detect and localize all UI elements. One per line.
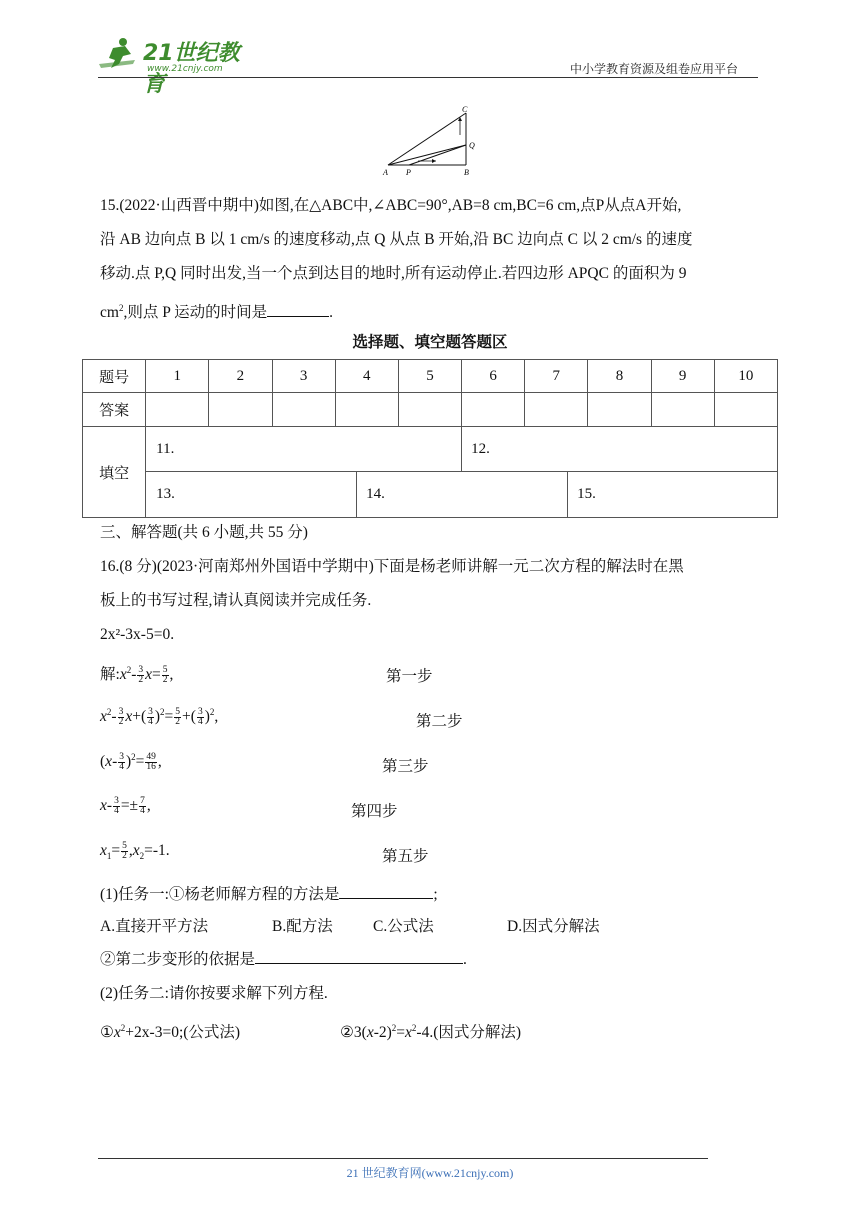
task1-end: ; (433, 886, 438, 903)
q16-equation: 2x²-3x-5=0. (100, 626, 175, 643)
q15-line2: 沿 AB 边向点 B 以 1 cm/s 的速度移动,点 Q 从点 B 开始,沿 BC 边向点 C 以 2 cm/s 的速度 (100, 231, 693, 248)
answer-table (82, 359, 778, 518)
header-divider (98, 77, 758, 78)
q15-line4-text: ,则点 P 运动的时间是 (123, 304, 268, 322)
task1-line (100, 883, 438, 907)
answer-cell[interactable] (272, 393, 335, 427)
label-tiankong: 填空 (83, 427, 146, 518)
step3-math: (x- $\frac{3}{4}$ )$^2$= $\frac{49}{16}$ , (100, 752, 162, 773)
answer-cell[interactable] (588, 393, 651, 427)
num-cell: 7 (525, 360, 588, 393)
task1b-answer-blank[interactable] (255, 949, 463, 964)
answer-cell[interactable] (335, 393, 398, 427)
num-cell: 1 (146, 360, 209, 393)
task1b-text: ②第二步变形的依据是 (100, 951, 256, 968)
q16-line2: 板上的书写过程,请认真阅读并完成任务. (100, 592, 372, 609)
num-cell: 2 (209, 360, 272, 393)
q16-line1: 16.(8 分)(2023·河南郑州外国语中学期中)下面是杨老师讲解一元二次方程的解法时在黑 (100, 558, 684, 575)
triangle-figure (380, 105, 480, 177)
num-cell: 8 (588, 360, 651, 393)
fill-item-12[interactable]: 12. (471, 441, 490, 457)
label-tihao: 题号 (83, 360, 146, 393)
answer-cell[interactable] (146, 393, 209, 427)
header-platform-text: 中小学教育资源及组卷应用平台 (570, 62, 739, 76)
logo-url: www.21cnjy.com (147, 64, 223, 74)
option-a[interactable]: A.直接开平方法 (100, 918, 209, 935)
footer-divider (98, 1158, 708, 1159)
step4-label: 第四步 (351, 803, 398, 820)
sub2-tail: -4.(因式分解法) (416, 1024, 522, 1042)
task1b-line (100, 948, 467, 972)
label-q: Q (469, 141, 475, 150)
table-row-numbers (83, 360, 778, 393)
answer-cell[interactable] (398, 393, 461, 427)
fill-item-13[interactable]: 13. (156, 486, 175, 502)
step1-math: 解$:x^2-$ $\frac{3}{2}$ x= $\frac{5}{2}$ , (100, 664, 174, 685)
task1-answer-blank[interactable] (339, 884, 433, 899)
fill-item-14[interactable]: 14. (366, 486, 385, 502)
num-cell: 10 (714, 360, 777, 393)
step2-label: 第二步 (416, 713, 463, 730)
task1-text: (1)任务一:①杨老师解方程的方法是 (100, 886, 340, 903)
q15-line4 (100, 296, 333, 325)
site-logo (95, 34, 260, 97)
q15-line1: 15.(2022·山西晋中期中)如图,在△ABC中,∠ABC=90°,AB=8 cm,BC=6 cm,点P从点A开始, (100, 197, 682, 214)
task1b-end: . (463, 951, 467, 968)
num-cell: 9 (651, 360, 714, 393)
num-cell: 4 (335, 360, 398, 393)
step5-label: 第五步 (382, 848, 429, 865)
table-row-answers (83, 393, 778, 427)
logo-text: 21世纪教育 (143, 41, 240, 97)
label-a: A (383, 168, 388, 177)
step1-label: 第一步 (386, 668, 433, 685)
answer-cell[interactable] (714, 393, 777, 427)
step2-math: $x^2-$ $\frac{3}{2}$ x+( $\frac{3}{4}$ )$^2$= $\frac{5}{2}$ +( $\frac{3}{4}$ )$^2$, (100, 707, 219, 728)
q15-answer-blank[interactable] (267, 302, 329, 317)
answer-cell[interactable] (209, 393, 272, 427)
num-cell: 6 (462, 360, 525, 393)
step3-label: 第三步 (382, 758, 429, 775)
q15-unit-sup: 2 (118, 303, 124, 313)
num-cell: 3 (272, 360, 335, 393)
label-c: C (462, 105, 468, 114)
label-p: P (406, 168, 411, 177)
label-b: B (464, 168, 469, 177)
q15-line4-end: . (329, 304, 333, 322)
task2-sub2: $②3(x-2)^2=x^2-4$.(因式分解法) (340, 1023, 522, 1042)
step5-math: $x_1=$ $\frac{5}{2}$ $,x_2=-1$. (100, 841, 170, 862)
table-row-fill (83, 427, 778, 518)
label-daan: 答案 (83, 393, 146, 427)
task1-options (100, 915, 600, 939)
num-cell: 5 (398, 360, 461, 393)
option-d[interactable]: D.因式分解法 (507, 918, 600, 935)
task2-line: (2)任务二:请你按要求解下列方程. (100, 985, 328, 1002)
answer-area-title: 选择题、填空题答题区 (352, 333, 508, 351)
answer-cell[interactable] (525, 393, 588, 427)
footer-text[interactable]: 21 世纪教育网(www.21cnjy.com) (346, 1166, 514, 1180)
fill-item-11[interactable]: 11. (156, 441, 175, 457)
section3-title: 三、解答题(共 6 小题,共 55 分) (100, 524, 308, 541)
q15-line3: 移动.点 P,Q 同时出发,当一个点到达目的地时,所有运动停止.若四边形 APQC 的面积为 9 (100, 265, 687, 282)
option-b[interactable]: B.配方法 (272, 918, 333, 935)
step4-math: x- $\frac{3}{4}$ =± $\frac{7}{4}$ , (100, 796, 151, 816)
option-c[interactable]: C.公式法 (373, 918, 434, 935)
task2-sub1: $①x^2+2x-3=0$;(公式法) (100, 1023, 241, 1042)
answer-cell[interactable] (651, 393, 714, 427)
q15-unit: cm (100, 304, 119, 322)
fill-item-15[interactable]: 15. (577, 486, 596, 502)
sub1-tail: +2x-3=0;(公式法) (125, 1024, 241, 1042)
answer-cell[interactable] (462, 393, 525, 427)
